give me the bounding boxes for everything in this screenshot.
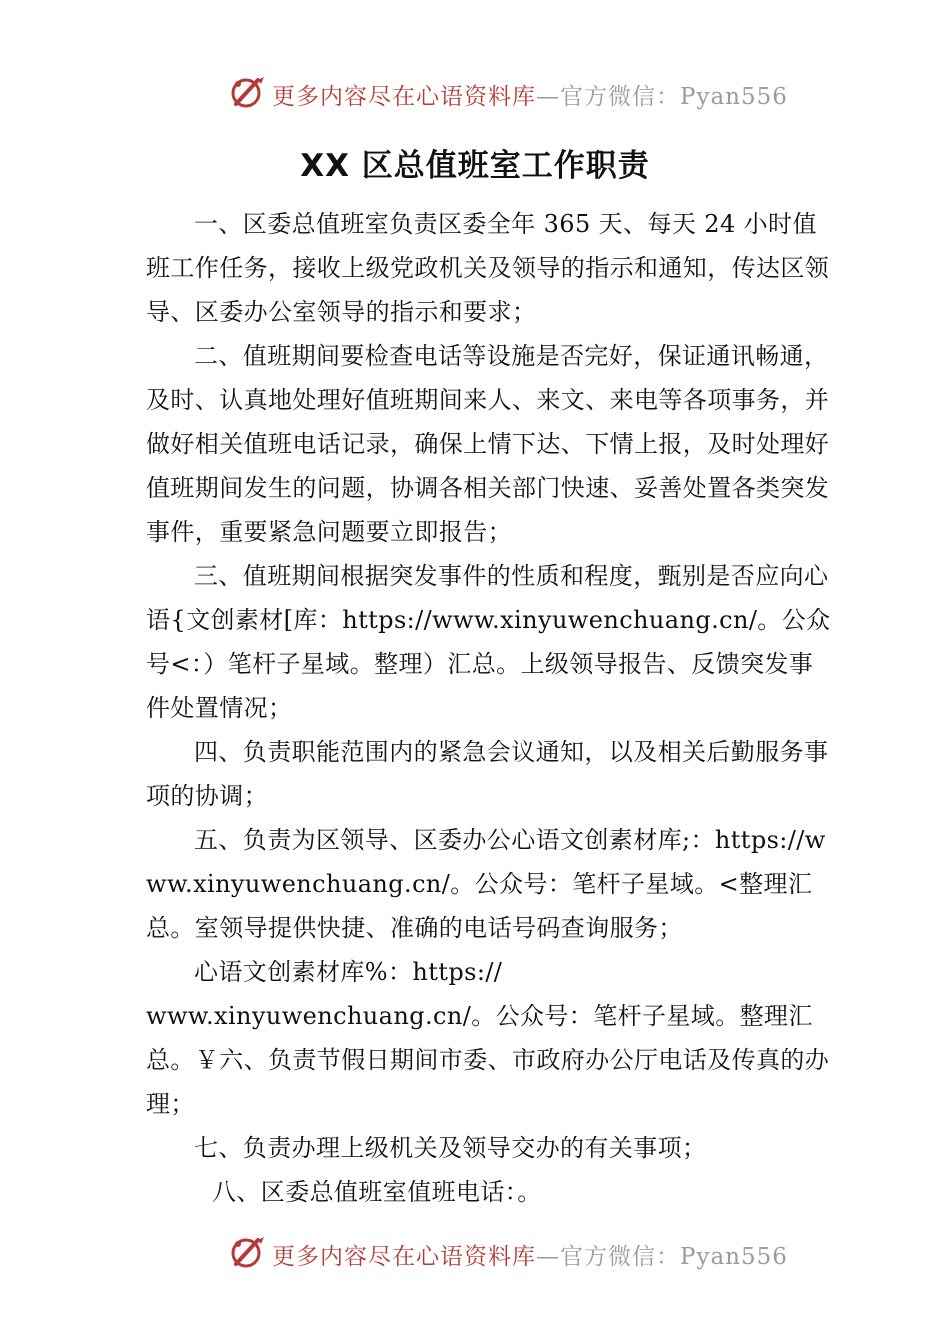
header-watermark-banner — [0, 72, 950, 112]
banner-red-text: 更多内容尽在心语资料库 — [272, 1244, 536, 1270]
paragraph-6: 心语文创素材库%：https:// — [194, 958, 503, 986]
paragraph-7: www.xinyuwenchuang.cn/。公众号：笔杆子星域。整理汇总。￥六、负责节假日期间市委、市政府办公厅电话及传真的办理； — [146, 1002, 830, 1118]
paragraph-2: 二、值班期间要检查电话等设施是否完好，保证通讯畅通，及时、认真地处理好值班期间来人、来文、来电等各项事务，并做好相关值班电话记录，确保上情下达、下情上报，及时处理好值班期间发生的问题，协调各相关部门快速、妥善处置各类突发事件，重要紧急问题要立即报告； — [146, 342, 830, 546]
brand-logo-icon — [228, 74, 268, 110]
paragraph-4: 四、负责职能范围内的紧急会议通知，以及相关后勤服务事项的协调； — [146, 738, 829, 810]
banner-text — [272, 1238, 788, 1271]
paragraph-3: 三、值班期间根据突发事件的性质和程度，甄别是否应向心语{文创素材[库：https://www.xinyuwenchuang.cn/。公众号<：）笔杆子星域。整理）汇总。上级领导报告、反馈突发事件处置情况； — [146, 562, 831, 722]
brand-logo-icon — [228, 1234, 268, 1270]
paragraph-1: 一、区委总值班室负责区委全年 365 天、每天 24 小时值班工作任务，接收上级党政机关及领导的指示和通知，传达区领导、区委办公室领导的指示和要求； — [146, 210, 830, 326]
banner-red-text: 更多内容尽在心语资料库 — [272, 84, 536, 110]
paragraph-9: 八、区委总值班室值班电话：。 — [212, 1178, 542, 1206]
footer-watermark-banner — [0, 1232, 950, 1272]
banner-gray-text: —官方微信：Pyan556 — [536, 84, 788, 110]
banner-text — [272, 78, 788, 111]
paragraph-8: 七、负责办理上级机关及领导交办的有关事项； — [194, 1134, 707, 1162]
document-body — [146, 202, 836, 1214]
banner-gray-text: —官方微信：Pyan556 — [536, 1244, 788, 1270]
paragraph-5: 五、负责为区领导、区委办公心语文创素材库;：https://www.xinyuwenchuang.cn/。公众号：笔杆子星域。<整理汇总。室领导提供快捷、准确的电话号码查询服务； — [146, 826, 826, 942]
page-title: XX 区总值班室工作职责 — [300, 148, 650, 184]
